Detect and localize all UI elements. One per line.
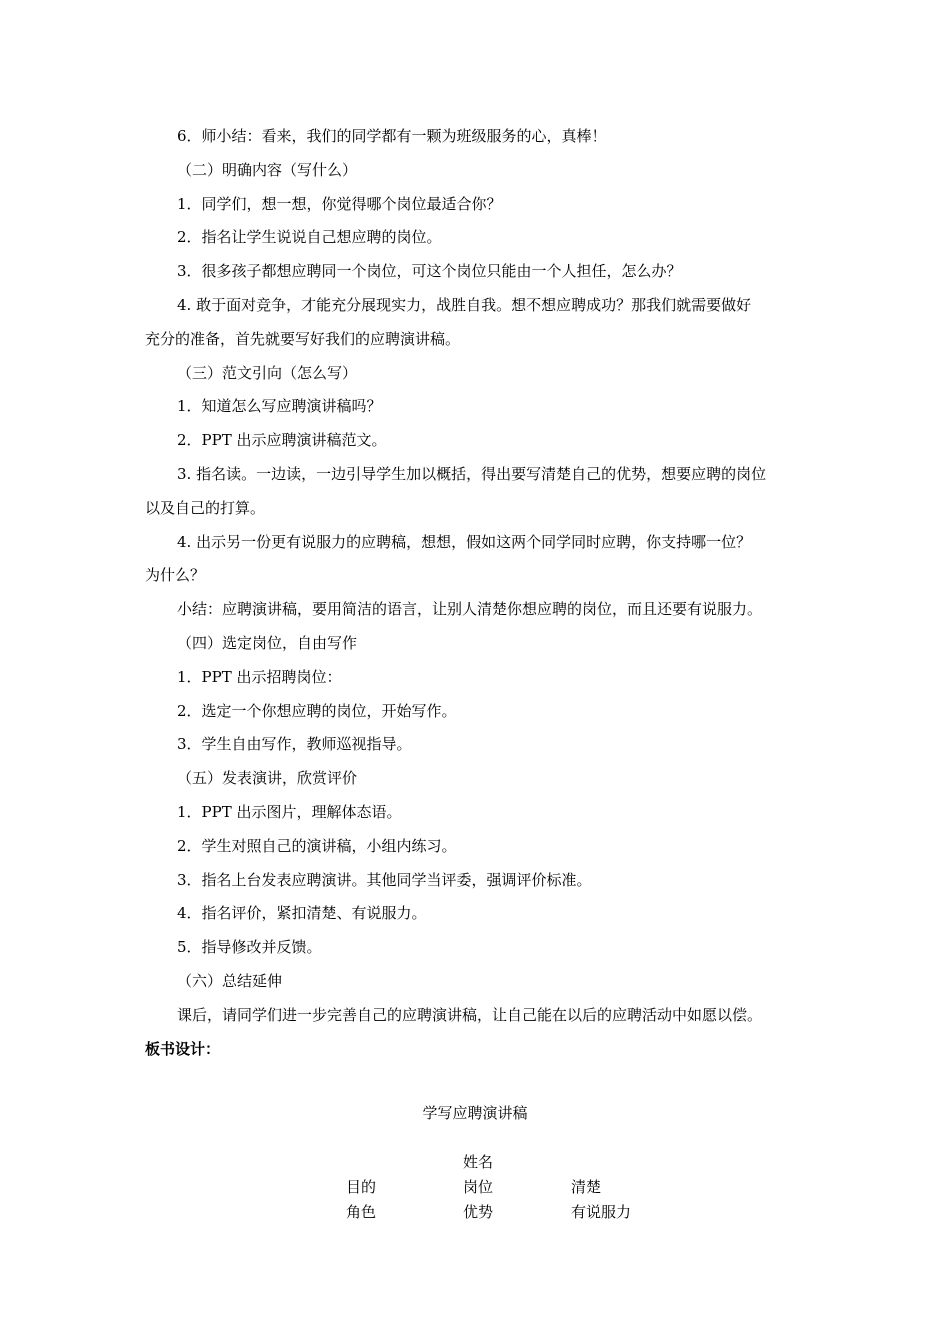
board-item-clear: 清楚 (571, 1178, 602, 1196)
text-line: 充分的准备，首先就要写好我们的应聘演讲稿。 (145, 329, 461, 348)
board-item-advantage: 优势 (463, 1203, 494, 1221)
section-heading: 板书设计： (145, 1039, 221, 1058)
text-line: 3．很多孩子都想应聘同一个岗位，可这个岗位只能由一个人担任，怎么办？ (177, 262, 682, 281)
text-line: 6．师小结：看来，我们的同学都有一颗为班级服务的心，真棒！ (177, 127, 607, 145)
board-title: 学写应聘演讲稿 (422, 1104, 528, 1122)
text-line: 2．PPT 出示应聘演讲稿范文。 (177, 431, 387, 450)
text-line: 1．PPT 出示招聘岗位： (177, 667, 342, 686)
text-line: 为什么？ (145, 566, 206, 585)
text-line: 3．学生自由写作，教师巡视指导。 (177, 735, 412, 754)
text-line: 2．选定一个你想应聘的岗位，开始写作。 (177, 701, 457, 720)
text-line: 小结：应聘演讲稿，要用简洁的语言，让别人清楚你想应聘的岗位，而且还要有说服力。 (177, 600, 763, 619)
text-line: （三）范文引向（怎么写） (177, 363, 358, 382)
text-line: 2．学生对照自己的演讲稿，小组内练习。 (177, 836, 457, 855)
board-item-name: 姓名 (463, 1153, 494, 1171)
text-line: 4. 出示另一份更有说服力的应聘稿，想想，假如这两个同学同时应聘，你支持哪一位？ (177, 532, 752, 551)
text-line: 5．指导修改并反馈。 (177, 938, 322, 957)
board-item-role: 角色 (346, 1203, 377, 1221)
body-text (0, 120, 950, 1066)
board-item-position: 岗位 (463, 1178, 494, 1196)
text-line: 2．指名让学生说说自己想应聘的岗位。 (177, 228, 442, 247)
text-line: （四）选定岗位，自由写作 (177, 633, 358, 652)
text-line: 1．同学们，想一想，你觉得哪个岗位最适合你？ (177, 194, 502, 213)
board-item-purpose: 目的 (346, 1178, 377, 1196)
text-line: （六）总结延伸 (177, 971, 283, 990)
text-line: （五）发表演讲，欣赏评价 (177, 769, 358, 788)
text-line: 3．指名上台发表应聘演讲。其他同学当评委，强调评价标准。 (177, 870, 592, 889)
text-line: 课后，请同学们进一步完善自己的应聘演讲稿，让自己能在以后的应聘活动中如愿以偿。 (177, 1005, 763, 1024)
text-line: 3. 指名读。一边读，一边引导学生加以概括，得出要写清楚自己的优势，想要应聘的岗位 (177, 464, 767, 483)
text-line: 1．PPT 出示图片，理解体态语。 (177, 802, 402, 821)
board-item-persuasive: 有说服力 (571, 1203, 632, 1221)
text-line: 以及自己的打算。 (145, 498, 266, 517)
text-line: 1．知道怎么写应聘演讲稿吗？ (177, 397, 382, 416)
text-line: 4．指名评价，紧扣清楚、有说服力。 (177, 904, 427, 923)
text-line: （二）明确内容（写什么） (177, 160, 358, 179)
text-line: 4. 敢于面对竞争，才能充分展现实力，战胜自我。想不想应聘成功？那我们就需要做好 (177, 295, 752, 314)
